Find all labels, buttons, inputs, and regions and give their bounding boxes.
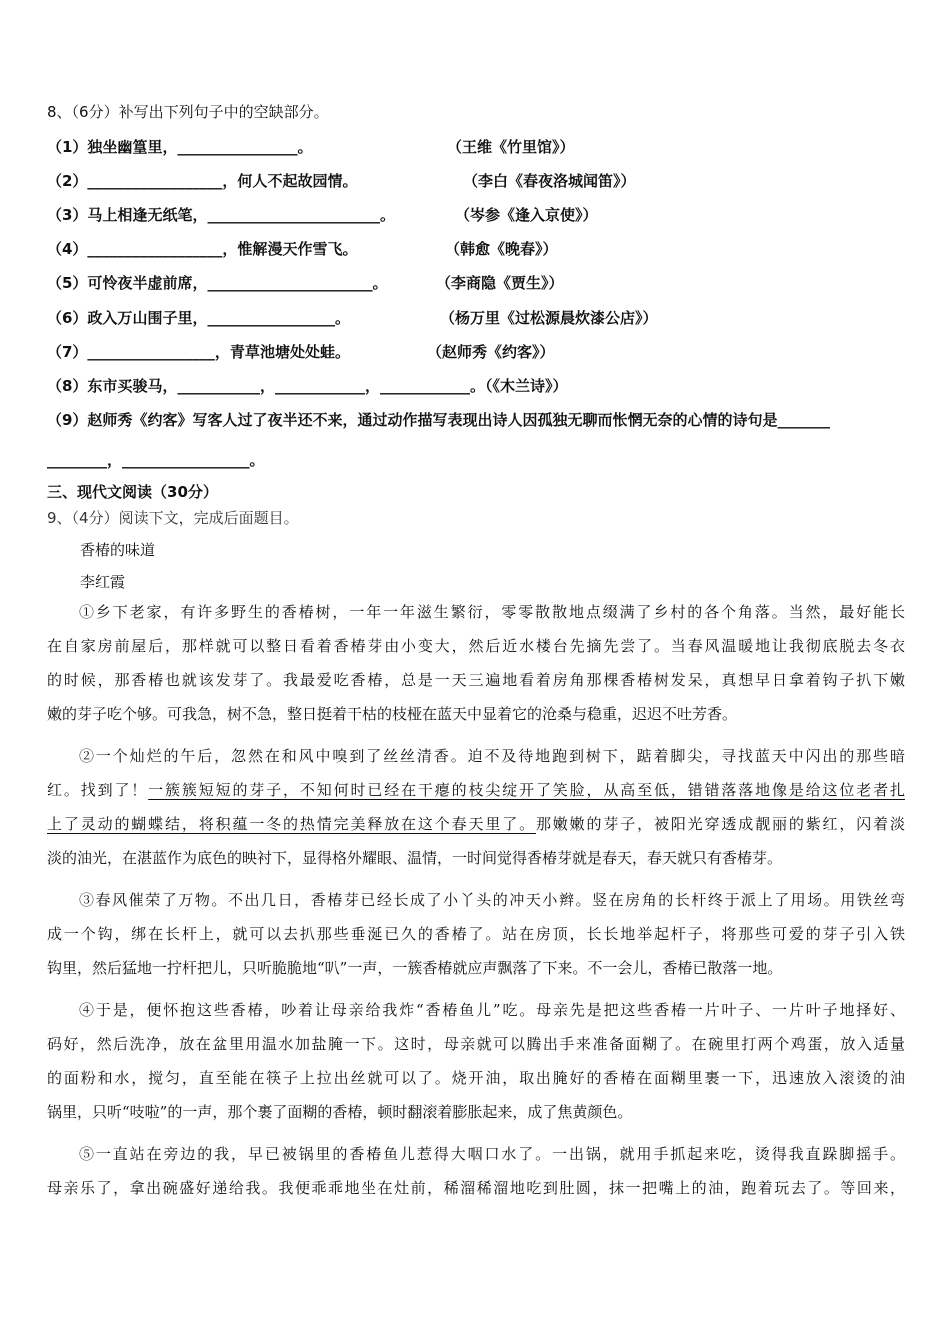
paragraph-4	[47, 993, 905, 1129]
item-source: （杨万里《过松源晨炊漆公店》）	[440, 309, 658, 327]
item-source: （李商隐《贾生》）	[436, 274, 564, 292]
item-text: （7）_________________，青草池塘处处蛙。	[47, 343, 350, 361]
text-line: ③春风催荣了万物。不出几日，香椿芽已经长成了小丫头的冲天小辫。竖在房角的长杆终于派上了用场。用铁丝弯	[79, 891, 905, 909]
q8-item-9-continued: ________，_________________。	[47, 451, 265, 469]
text-line: 母亲乐了，拿出碗盛好递给我。我便乖乖地坐在灶前，稀溜稀溜地吃到肚圆，抹一把嘴上的油，跑着玩去了。等回来，	[47, 1179, 905, 1197]
text-line: 在自家房前屋后，那样就可以整日看着香椿芽由小变大，然后近水楼台先摘先尝了。当春风温暖地让我彻底脱去冬衣	[47, 637, 905, 655]
q8-item-8: （8）东市买骏马，___________，____________，____________。（《木兰诗》）	[47, 377, 568, 395]
q8-item-5	[47, 272, 564, 293]
q8-item-6	[47, 307, 658, 328]
underlined-sentence: 上了灵动的蝴蝶结，将积蕴一冬的热情完美释放在这个春天里了。	[47, 815, 536, 833]
article-author: 李红霞	[80, 573, 126, 591]
item-source: （王维《竹里馆》）	[447, 138, 575, 156]
text-segment: 红。找到了！	[47, 781, 149, 799]
text-line: 成一个钩，绑在长杆上，就可以去扒那些垂涎已久的香椿了。站在房顶，长长地举起杆子，将那些可爱的芽子引入铁	[47, 925, 905, 943]
q8-item-4	[47, 238, 558, 259]
question-9-header: 9、（4分）阅读下文，完成后面题目。	[47, 509, 299, 527]
question-8-header: 8、（6分）补写出下列句子中的空缺部分。	[47, 103, 329, 121]
item-text: （4）__________________，惟解漫天作雪飞。	[47, 240, 358, 258]
text-line: 钩里，然后猛地一拧杆把儿，只听脆脆地“叭”一声，一簇香椿就应声飘落了下来。不一会儿，香椿已散落一地。	[47, 959, 783, 977]
paragraph-5	[47, 1137, 905, 1205]
item-text: （3）马上相逢无纸笔，_______________________。	[47, 206, 395, 224]
text-line	[47, 773, 905, 807]
underlined-sentence: 一簇簇短短的芽子，不知何时已经在干瘪的枝尖绽开了笑脸，从高至低，错错落落地像是给这位老者扎	[148, 781, 905, 799]
item-text: （2）__________________，何人不起故园情。	[47, 172, 358, 190]
text-segment: 那嫩嫩的芽子，被阳光穿透成靓丽的紫红，闪着淡	[535, 815, 905, 833]
text-line: 的时候，那香椿也就该发芽了。我最爱吃香椿，总是一天三遍地看着房角那棵香椿树发呆，真想早日拿着钩子扒下嫩	[47, 671, 905, 689]
item-source: （韩愈《晚春》）	[445, 240, 558, 258]
item-source: （岑参《逢入京使》）	[455, 206, 598, 224]
item-text: （6）政入万山围子里，_________________。	[47, 309, 350, 327]
item-text: （5）可怜夜半虚前席，______________________。	[47, 274, 388, 292]
q8-item-7	[47, 341, 555, 362]
text-line: ⑤一直站在旁边的我，早已被锅里的香椿鱼儿惹得大咽口水了。一出锅，就用手抓起来吃，烫得我直跺脚摇手。	[79, 1145, 905, 1163]
item-text: （1）独坐幽篁里，________________。	[47, 138, 313, 156]
section-3-heading: 三、现代文阅读（30分）	[47, 483, 218, 501]
text-line: 锅里，只听“吱啦”的一声，那个裹了面糊的香椿，顿时翻滚着膨胀起来，成了焦黄颜色。	[47, 1103, 633, 1121]
text-line: 淡的油光，在湛蓝作为底色的映衬下，显得格外耀眼、温情，一时间觉得香椿芽就是春天，春天就只有香椿芽。	[47, 849, 783, 867]
text-line: ①乡下老家，有许多野生的香椿树，一年一年滋生繁衍，零零散散地点缀满了乡村的各个角落。当然，最好能长	[79, 603, 905, 621]
text-line: 码好，然后洗净，放在盆里用温水加盐腌一下。这时，母亲就可以腾出手来准备面糊了。在碗里打两个鸡蛋，放入适量	[47, 1035, 905, 1053]
q8-item-9: （9）赵师秀《约客》写客人过了夜半还不来，通过动作描写表现出诗人因孤独无聊而怅惘无奈的心情的诗句是_______	[47, 411, 830, 429]
text-line: 嫩的芽子吃个够。可我急，树不急，整日挺着干枯的枝桠在蓝天中显着它的沧桑与稳重，迟迟不吐芳香。	[47, 705, 738, 723]
q8-item-1	[47, 136, 575, 157]
text-line: ④于是，便怀抱这些香椿，吵着让母亲给我炸“香椿鱼儿”吃。母亲先是把这些香椿一片叶子、一片叶子地择好、	[79, 1001, 905, 1019]
item-source: （李白《春夜洛城闻笛》）	[463, 172, 636, 190]
paragraph-1	[47, 595, 905, 731]
paragraph-2	[47, 739, 905, 875]
text-line	[47, 807, 905, 841]
text-line: 的面粉和水，搅匀，直至能在筷子上拉出丝就可以了。烧开油，取出腌好的香椿在面糊里裹一下，迅速放入滚烫的油	[47, 1069, 905, 1087]
text-line: ②一个灿烂的午后，忽然在和风中嗅到了丝丝清香。迫不及待地跑到树下，踮着脚尖，寻找蓝天中闪出的那些暗	[79, 747, 905, 765]
article-body	[47, 595, 905, 1213]
q8-item-3	[47, 204, 598, 225]
item-source: （赵师秀《约客》）	[427, 343, 555, 361]
q8-item-2	[47, 170, 636, 191]
article-title: 香椿的味道	[80, 541, 156, 559]
paragraph-3	[47, 883, 905, 985]
